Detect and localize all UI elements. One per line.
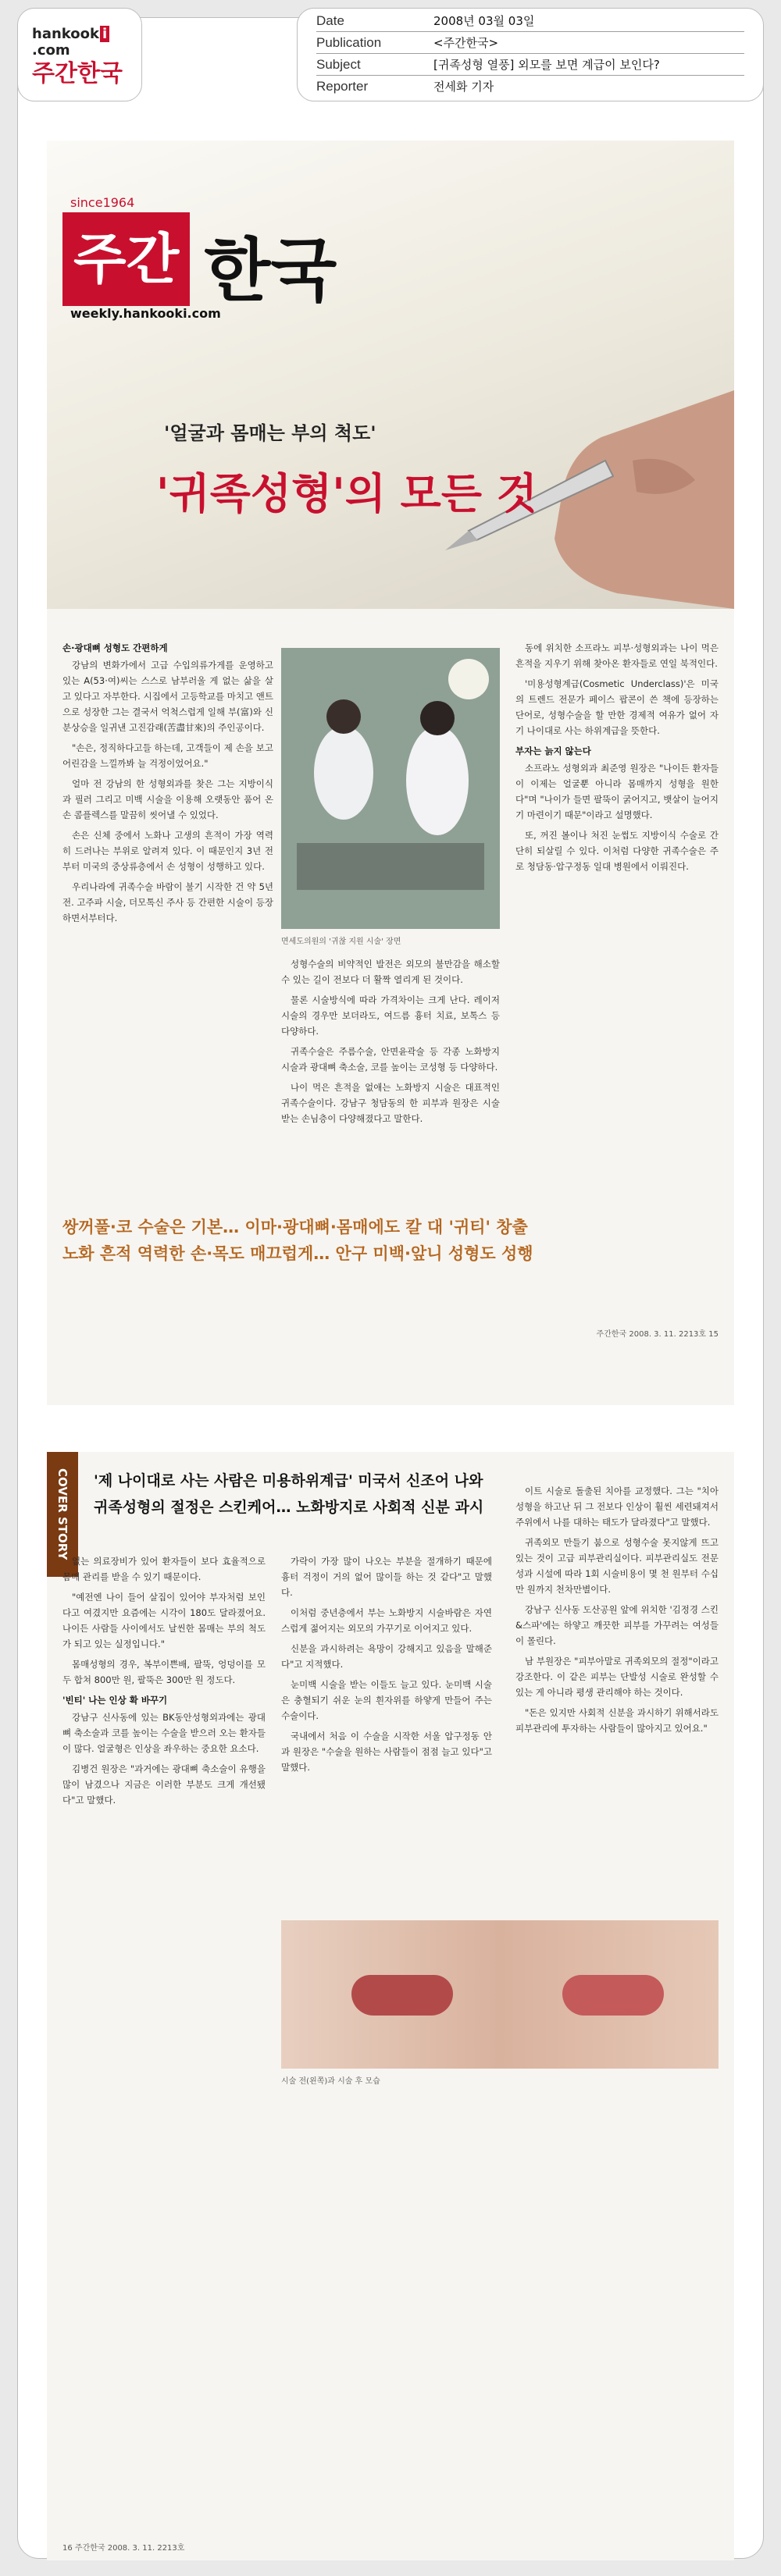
article-paragraph: 물론 시술방식에 따라 가격차이는 크게 난다. 레이저 시술의 경우만 보더라도, 여드름 흉터 치료, 보톡스 등 다양하다. <box>281 994 500 1037</box>
pull-quote-line: 쌍꺼풀·코 수술은 기본… 이마·광대뼈·몸매에도 칼 대 '귀티' 창출 <box>62 1218 528 1236</box>
magazine-page-16 <box>47 1452 734 2560</box>
meta-value: 전세화 기자 <box>433 80 494 94</box>
article-paragraph: 이처럼 중년층에서 부는 노화방지 시술바람은 자연스럽게 젊어지는 외모의 가꾸기로 이어지고 있다. <box>281 1607 492 1634</box>
section-subhead: 부자는 늙지 않는다 <box>515 745 591 756</box>
cover-banner <box>47 141 734 609</box>
meta-row <box>316 10 744 32</box>
since-label: since1964 <box>70 195 135 210</box>
article-paragraph: 이트 시술로 돌출된 치아를 교정했다. 그는 "치아성형을 하고난 뒤 그 전보다 인상이 훨씬 세련돼져서 주위에서 나를 대하는 태도가 달라졌다"고 말했다. <box>515 1485 719 1528</box>
article-paragraph: 얼마 전 강남의 한 성형외과를 찾은 그는 지방이식과 필러 그리고 미백 시술을 이용해 오랫동안 품어 온 손 콤플렉스를 말끔히 씻어낼 수 있었다. <box>62 778 273 820</box>
cover-title: '귀족성형'의 모든 것 <box>156 469 537 518</box>
magazine-page-15 <box>47 141 734 1405</box>
page-folio: 16 주간한국 2008. 3. 11. 2213호 <box>62 2544 185 2553</box>
article-paragraph: '미용성형계급(Cosmetic Underclass)'은 미국의 트렌드 전문가 페이스 팝콘이 쓴 책에 등장하는 단어로, 성형수술을 할 만한 경제적 여유가 없어 자기 나이대로 사는 하위계급을 뜻한다. <box>515 678 719 736</box>
section-subhead: '빈티' 나는 인상 확 바꾸기 <box>62 1695 168 1706</box>
article-paragraph: 강남구 신사동 도산공원 앞에 위치한 '김정경 스킨&스파'에는 하얗고 깨끗한 피부를 가꾸려는 여성들이 몰린다. <box>515 1604 719 1646</box>
source-logo <box>17 8 142 101</box>
meta-label: Reporter <box>316 78 369 94</box>
before-after-caption: 시술 전(왼쪽)과 시술 후 모습 <box>281 2077 380 2086</box>
article-paragraph: 없는 의료장비가 있어 환자들이 보다 효율적으로 몸매 관리를 받을 수 있기 때문이다. <box>62 1556 266 1582</box>
article-paragraph: 신분을 과시하려는 욕망이 강해지고 있음을 말해준다"고 지적했다. <box>281 1643 492 1670</box>
clinic-photo <box>281 648 500 946</box>
pull-quote-line: 노화 흔적 역력한 손·목도 매끄럽게… 안구 미백·앞니 성형도 성행 <box>62 1244 533 1263</box>
article-paragraph: 눈미백 시술을 받는 이들도 늘고 있다. 눈미백 시술은 충혈되기 쉬운 눈의 흰자위를 하얗게 만들어 주는 수술이다. <box>281 1679 492 1721</box>
article-column-1 <box>62 1553 266 1813</box>
masthead-url: weekly.hankooki.com <box>70 306 221 321</box>
article-paragraph: 우리나라에 귀족수술 바람이 불기 시작한 건 약 5년 전. 고주파 시술, 더모톡신 주사 등 간편한 시술이 등장하면서부터다. <box>62 881 273 923</box>
article-paragraph: 귀족외모 만들기 붐으로 성형수술 못지않게 뜨고 있는 것이 고급 피부관리실이다. 피부관리실도 전문성과 시설에 따라 1회 시술비용이 몇 천 원부터 수십 만 원까지 천차만별이다. <box>515 1537 719 1595</box>
pull-quote <box>62 1214 719 1267</box>
article-paragraph: 남 부원장은 "피부아말로 귀족외모의 절정"이라고 강조한다. 이 같은 피부는 단발성 시술로 완성할 수 있는 게 아니라 평생 관리해야 하는 것이다. <box>515 1656 719 1698</box>
meta-label: Subject <box>316 56 361 72</box>
article-paragraph: 김병건 원장은 "과거에는 광대뼈 축소술이 유행을 많이 남겼으나 지금은 이러한 부분도 크게 개선됐다"고 말했다. <box>62 1763 266 1806</box>
clinic-scene-illustration <box>281 648 500 929</box>
article-column-2 <box>281 956 500 1131</box>
page-folio: 주간한국 2008. 3. 11. 2213호 15 <box>596 1330 719 1339</box>
article-column-2 <box>281 1553 492 1780</box>
meta-value: [귀족성형 열풍] 외모를 보면 계급이 보인다? <box>433 58 660 72</box>
masthead-red: 주간 <box>62 212 190 306</box>
headline-line: 귀족성형의 절정은 스킨케어… 노화방지로 사회적 신분 과시 <box>94 1499 484 1516</box>
cover-subtitle: '얼굴과 몸매는 부의 척도' <box>164 422 376 444</box>
article-column-3 <box>515 1483 719 1741</box>
article-paragraph: 국내에서 처음 이 수술을 시작한 서울 압구정동 안과 원장은 "수술을 원하는 사람들이 점점 늘고 있다"고 말했다. <box>281 1731 492 1773</box>
lips-after <box>562 1975 664 2016</box>
article-paragraph: 또, 꺼진 볼이나 처진 눈썹도 지방이식 수술로 간단히 되살릴 수 있다. 이처럼 다양한 귀족수술은 주로 청담동·압구정동 일대 병원에서 이뤄진다. <box>515 830 719 872</box>
article-paragraph: 가락이 가장 많이 나오는 부분을 절개하기 때문에 흉터 걱정이 거의 없어 많이들 하는 것 같다"고 말했다. <box>281 1556 492 1598</box>
article-meta-table <box>297 8 764 101</box>
article-paragraph: "손은, 정직하다고들 하는데, 고객들이 제 손을 보고 어린감을 느낄까봐 늘 걱정이었어요." <box>62 742 273 769</box>
article-column-3 <box>515 640 719 879</box>
meta-row <box>316 32 744 54</box>
lips-before <box>351 1975 453 2016</box>
meta-label: Publication <box>316 34 382 50</box>
meta-value: <주간한국> <box>433 36 499 50</box>
weekly-hankook-logo: 주간한국 <box>32 60 123 87</box>
meta-row <box>316 76 744 97</box>
article-paragraph: 동에 위치한 소프라노 피부·성형외과는 나이 먹은 흔적을 지우기 위해 찾아온 환자들로 연일 북적인다. <box>515 642 719 669</box>
meta-value: 2008년 03월 03일 <box>433 14 535 28</box>
article-paragraph: 나이 먹은 흔적을 없애는 노화방지 시술은 대표적인 귀족수술이다. 강남구 청담동의 한 피부과 원장은 시술받는 손님층이 다양해졌다고 말한다. <box>281 1082 500 1124</box>
article-paragraph: 손은 신체 중에서 노화나 고생의 흔적이 가장 역력히 드러나는 부위로 알려져 있다. 이 때문인지 3년 전부터 미국의 중상류층에서 손 성형이 성행하고 있다. <box>62 830 273 872</box>
before-after-photo <box>281 1920 719 2086</box>
masthead-black: 한국 <box>204 230 337 311</box>
article-paragraph: 강남의 변화가에서 고급 수입의류가게를 운영하고 있는 A(53·여)씨는 스스로 남부러울 게 없는 삶을 살고 있다고 자부한다. 시집에서 고등학교를 마치고 앤트으로 성장한 그는 결국서 억척스럽게 일해 부(富)와 신분상승을 일귀낸 고진감래(苦盡甘來)의 주인공이다. <box>62 660 273 733</box>
article-paragraph: 강남구 신사동에 있는 BK동안성형외과에는 광대뼈 축소술과 코를 높이는 수술을 받으러 오는 환자들이 많다. 얼굴형은 인상을 좌우하는 중요한 요소다. <box>62 1712 266 1754</box>
section-subhead: 손·광대뼈 성형도 간편하게 <box>62 642 168 653</box>
article-paragraph: 성형수술의 비약적인 발전은 외모의 불만감을 해소할 수 있는 길이 전보다 더 활짝 열리게 된 것이다. <box>281 959 500 985</box>
article-paragraph: "예전엔 나이 들어 살집이 있어야 부자처럼 보인다고 여겼지만 요즘에는 시각이 180도 달라졌어요. 나이든 사람들 사이에서도 날씬한 몸매는 부의 척도가 되고 있는 실정입니다." <box>62 1592 266 1649</box>
meta-label: Date <box>316 12 344 28</box>
article-column-1 <box>62 640 273 930</box>
clinic-photo-caption: 면세도의원의 '귀찮 지원 시술' 장면 <box>281 938 401 946</box>
headline-line: '제 나이대로 사는 사람은 미용하위계급' 미국서 신조어 나와 <box>94 1472 483 1489</box>
article-paragraph: 몸매성형의 경우, 복부이쁜배, 팔뚝, 엉덩이를 모두 합쳐 800만 원, 팔뚝은 300만 원 정도다. <box>62 1659 266 1685</box>
hankooki-logo: hankook i.com <box>32 26 141 59</box>
article-paragraph: 귀족수술은 주름수술, 안면윤곽술 등 각종 노화방지 시술과 광대뼈 축소술, 코를 높이는 코성형 등 다양하다. <box>281 1046 500 1073</box>
article-headline <box>94 1468 484 1521</box>
article-paragraph: 소프라노 성형외과 최준영 원장은 "나이든 환자들이 이제는 얼굴뿐 아니라 몸매까지 성형을 원한다"며 "나이가 들면 팔뚝이 굵어지고, 뱃살이 늘어지기 마련이기 때문"이라고 설명했다. <box>515 763 719 820</box>
meta-row <box>316 54 744 76</box>
article-paragraph: "돈은 있지만 사회적 신분을 과시하기 위해서라도 피부관리에 투자하는 사람들이 많아지고 있어요." <box>515 1707 719 1734</box>
cover-story-tab: COVER STORY <box>47 1452 78 1577</box>
